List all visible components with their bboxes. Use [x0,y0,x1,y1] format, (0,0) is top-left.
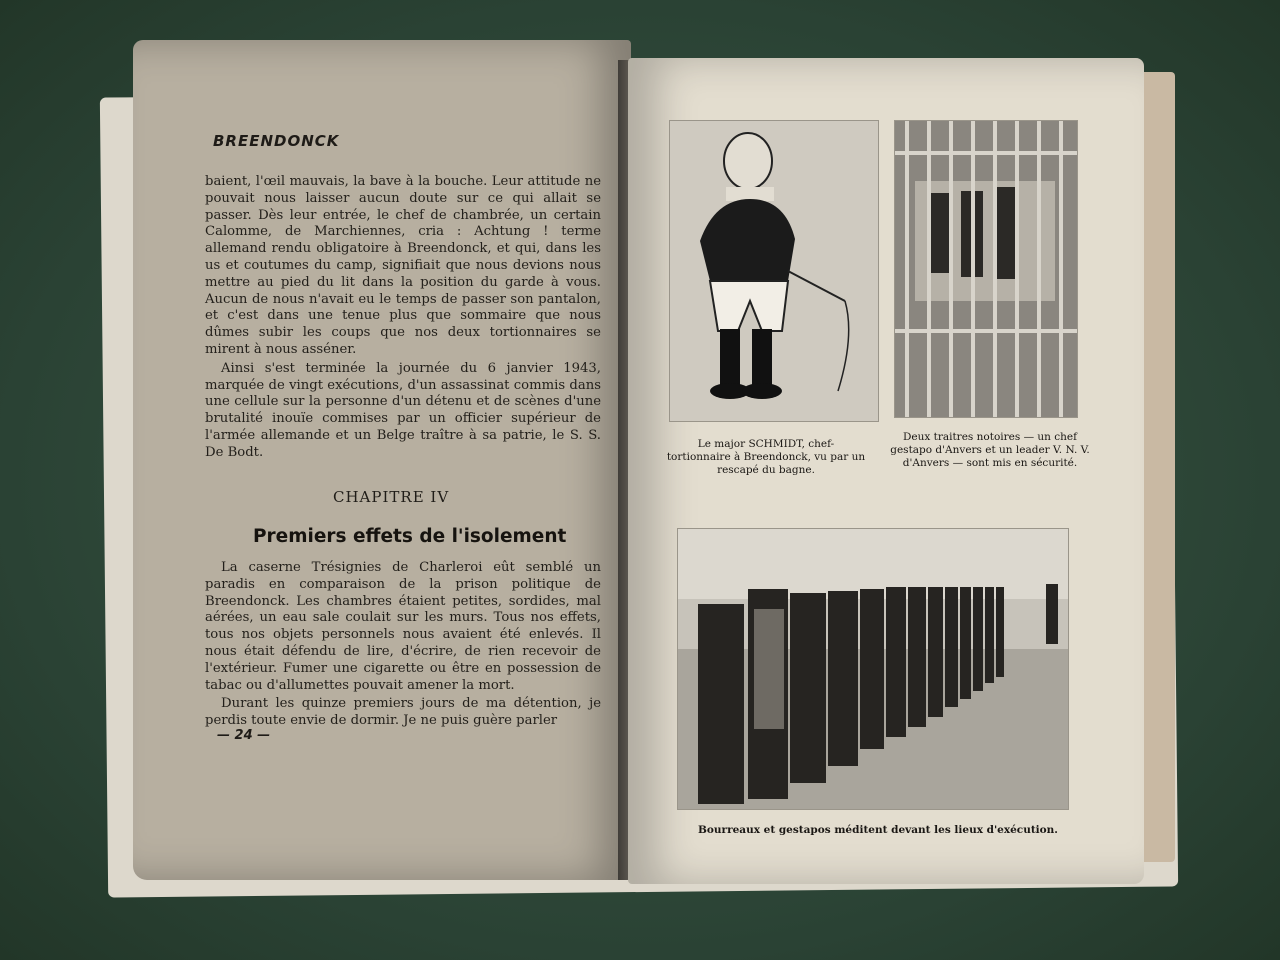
caption-group: Bourreaux et gestapos méditent devant les lieux d'exécution. [698,824,1058,836]
caricature-illustration [669,120,879,422]
running-head: BREENDONCK [213,132,340,150]
paragraph: baient, l'œil mauvais, la bave à la bouche. Leur attitude ne pouvait nous laisser aucun doute sur ce qui allait se passer. Dès leur entrée, le chef de chambrée, un certain Calomme, de Marchiennes, cria : Achtung ! terme allemand rendu obligatoire à Breendonck, et qui, dans les us et coutumes du camp, signifiait que nous devions nous mettre au pied du lit dans la position du garde à vous. Aucun de nous n'avait eu le temps de passer son pantalon, et c'est dans une tenue plus que sommaire que nous dûmes subir les coups que nos deux tortionnaires se mirent à nous asséner. [205,174,601,357]
chapter-label: CHAPITRE IV [333,488,450,506]
right-page [628,58,1144,884]
body-text-top [205,174,601,462]
caption-caricature: Le major SCHMIDT, chef-tortionnaire à Breendonck, vu par un rescapé du bagne. [666,438,866,476]
page-number: — 24 — [217,728,271,743]
left-page [133,40,631,880]
chapter-title: Premiers effets de l'isolement [253,526,567,547]
body-text-bottom [205,558,601,730]
paragraph: La caserne Trésignies de Charleroi eût semblé un paradis en comparaison de la prison politique de Breendonck. Les chambres étaient petites, sordides, mal aérées, un eau sale coulait sur les murs. Tous nos effets, tous nos objets personnels nous avaient été enlevés. Il nous était défendu de lire, d'écrire, de rien recevoir de l'extérieur. Fumer une cigarette ou être en possession de tabac ou d'allumettes pouvait amener la mort. [205,560,601,693]
group-photo [677,528,1069,810]
caption-cell: Deux traitres notoires — un chef gestapo d'Anvers et un leader V. N. V. d'Anvers — sont mis en sécurité. [890,431,1090,469]
paragraph: Durant les quinze premiers jours de ma détention, je perdis toute envie de dormir. Je ne puis guère parler [205,696,601,729]
prison-cell-photo [894,120,1078,418]
paragraph: Ainsi s'est terminée la journée du 6 janvier 1943, marquée de vingt exécutions, d'un assassinat commis dans une cellule sur la personne d'un détenu et de scènes d'une brutalité inouïe commises par un officier supérieur de l'armée allemande et un Belge traître à sa patrie, le S. S. De Bodt. [205,360,601,460]
